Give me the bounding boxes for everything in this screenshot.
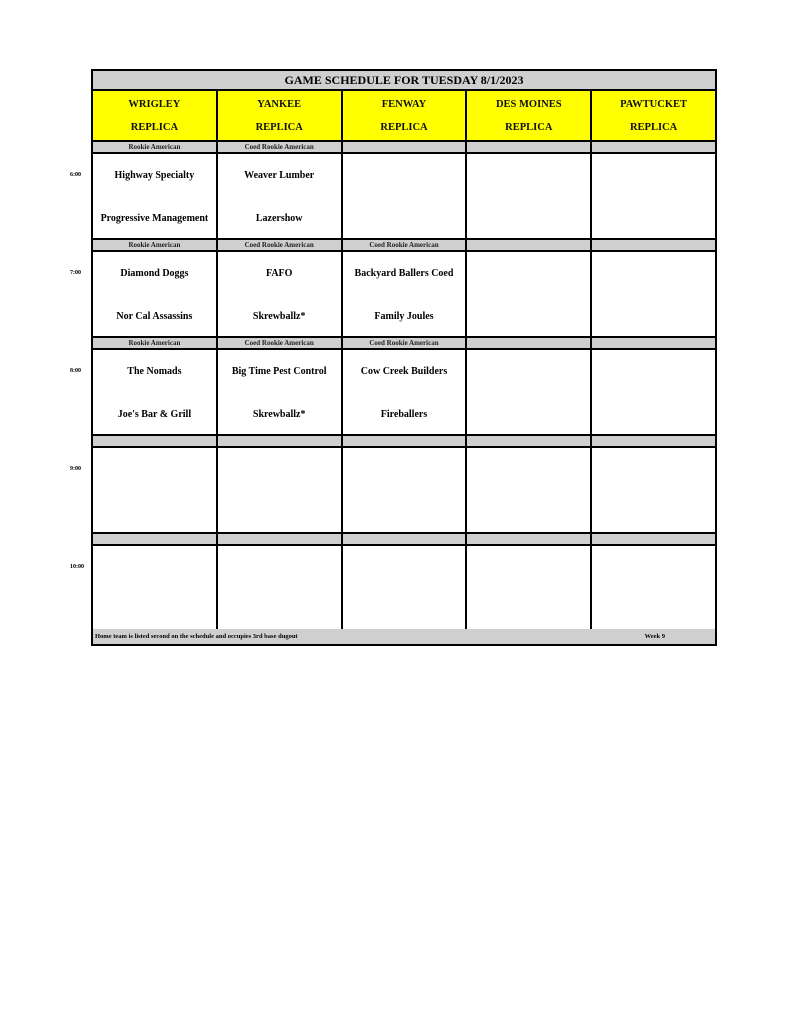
division-label bbox=[93, 534, 218, 544]
park-header-pawtucket bbox=[592, 91, 715, 140]
game-cell bbox=[218, 252, 343, 336]
schedule-sheet bbox=[91, 69, 717, 646]
game-cell bbox=[343, 350, 468, 434]
division-label bbox=[592, 436, 715, 446]
park-subtitle: REPLICA bbox=[629, 122, 678, 133]
division-band bbox=[93, 240, 715, 252]
home-team: Lazershow bbox=[255, 213, 303, 224]
park-name: FENWAY bbox=[381, 99, 427, 110]
division-label bbox=[467, 142, 592, 152]
division-band bbox=[93, 142, 715, 154]
game-cell bbox=[218, 546, 343, 630]
game-slot-row bbox=[93, 448, 715, 534]
home-team: Family Joules bbox=[374, 311, 434, 322]
home-team: Fireballers bbox=[380, 409, 428, 420]
park-header-row bbox=[93, 91, 715, 142]
home-team: Nor Cal Assassins bbox=[116, 311, 193, 322]
game-cell bbox=[218, 154, 343, 238]
away-team: Big Time Pest Control bbox=[231, 366, 327, 377]
home-team-note: Home team is listed second on the schedule and occupies 3rd base dugout bbox=[95, 633, 298, 640]
time-label: 9:00 bbox=[70, 466, 81, 472]
game-cell bbox=[93, 350, 218, 434]
division-label bbox=[467, 240, 592, 250]
game-cell bbox=[467, 252, 592, 336]
division-label: Coed Rookie American bbox=[218, 142, 343, 152]
park-header-wrigley bbox=[93, 91, 218, 140]
game-cell bbox=[218, 350, 343, 434]
away-team: Weaver Lumber bbox=[244, 170, 315, 181]
division-label: Rookie American bbox=[93, 240, 218, 250]
division-label bbox=[218, 534, 343, 544]
game-cell bbox=[343, 448, 468, 532]
time-label: 7:00 bbox=[70, 270, 81, 276]
game-cell bbox=[467, 546, 592, 630]
park-name: DES MOINES bbox=[495, 99, 562, 110]
away-team: Diamond Doggs bbox=[120, 268, 189, 279]
division-label bbox=[592, 240, 715, 250]
schedule-footer bbox=[93, 629, 715, 644]
home-team: Skrewballz* bbox=[252, 311, 306, 322]
park-subtitle: REPLICA bbox=[505, 122, 553, 133]
time-label: 10:00 bbox=[70, 564, 84, 570]
game-cell bbox=[343, 546, 468, 630]
game-cell bbox=[343, 154, 468, 238]
game-cell bbox=[592, 252, 715, 336]
park-name: PAWTUCKET bbox=[620, 99, 688, 110]
division-label bbox=[467, 534, 592, 544]
game-cell bbox=[218, 448, 343, 532]
park-subtitle: REPLICA bbox=[130, 122, 179, 133]
division-label: Rookie American bbox=[93, 142, 218, 152]
division-band bbox=[93, 338, 715, 350]
game-cell bbox=[592, 350, 715, 434]
away-team: Backyard Ballers Coed bbox=[354, 268, 454, 279]
division-label: Coed Rookie American bbox=[343, 240, 468, 250]
division-label bbox=[93, 436, 218, 446]
park-header-fenway bbox=[343, 91, 468, 140]
game-slot-row bbox=[93, 350, 715, 436]
division-label bbox=[343, 142, 468, 152]
game-cell bbox=[343, 252, 468, 336]
division-label bbox=[343, 436, 468, 446]
schedule-title: GAME SCHEDULE FOR TUESDAY 8/1/2023 bbox=[93, 71, 715, 91]
park-name: YANKEE bbox=[257, 99, 302, 110]
division-label: Rookie American bbox=[93, 338, 218, 348]
game-cell bbox=[592, 448, 715, 532]
park-subtitle: REPLICA bbox=[255, 122, 303, 133]
game-cell bbox=[93, 154, 218, 238]
division-label bbox=[592, 142, 715, 152]
game-cell bbox=[467, 350, 592, 434]
away-team: The Nomads bbox=[127, 366, 182, 377]
game-slot-row bbox=[93, 252, 715, 338]
game-cell bbox=[93, 546, 218, 630]
division-label bbox=[592, 338, 715, 348]
week-label: Week 9 bbox=[644, 633, 665, 640]
division-label bbox=[218, 436, 343, 446]
division-label: Coed Rookie American bbox=[218, 338, 343, 348]
division-label bbox=[592, 534, 715, 544]
game-cell bbox=[467, 448, 592, 532]
park-subtitle: REPLICA bbox=[380, 122, 428, 133]
division-label: Coed Rookie American bbox=[218, 240, 343, 250]
home-team: Progressive Management bbox=[100, 213, 209, 224]
game-cell bbox=[93, 448, 218, 532]
home-team: Joe's Bar & Grill bbox=[117, 409, 192, 420]
away-team: Cow Creek Builders bbox=[360, 366, 448, 377]
time-label: 6:00 bbox=[70, 172, 81, 178]
away-team: FAFO bbox=[265, 268, 293, 279]
park-name: WRIGLEY bbox=[128, 99, 181, 110]
away-team: Highway Specialty bbox=[114, 170, 195, 181]
division-label bbox=[467, 436, 592, 446]
game-cell bbox=[592, 154, 715, 238]
game-cell bbox=[93, 252, 218, 336]
division-band bbox=[93, 534, 715, 546]
time-label: 8:00 bbox=[70, 368, 81, 374]
division-label bbox=[343, 534, 468, 544]
park-header-yankee bbox=[218, 91, 343, 140]
division-label bbox=[467, 338, 592, 348]
park-header-des-moines bbox=[467, 91, 592, 140]
game-slot-row bbox=[93, 546, 715, 632]
division-band bbox=[93, 436, 715, 448]
division-label: Coed Rookie American bbox=[343, 338, 468, 348]
game-cell bbox=[467, 154, 592, 238]
game-cell bbox=[592, 546, 715, 630]
home-team: Skrewballz* bbox=[252, 409, 306, 420]
game-slot-row bbox=[93, 154, 715, 240]
